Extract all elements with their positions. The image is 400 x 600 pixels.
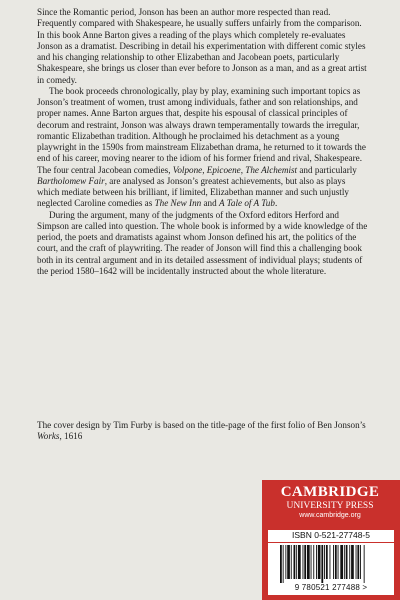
blurb-paragraph-1 (37, 7, 369, 86)
isbn-label: ISBN 0-521-27748-5 (268, 530, 394, 542)
blurb-paragraph-2-text-b: , are analysed as Jonson’s greatest achievements, but also as plays which mediate between his brilliant, if limited, Elizabethan manner and such unjustly neglected Caroline comedies as (37, 175, 349, 209)
title-bartholomew-fair: Bartholomew Fair (37, 175, 105, 186)
publisher-name: CAMBRIDGE (280, 484, 380, 500)
separator-4: and (201, 198, 219, 209)
barcode-bars (268, 543, 394, 583)
separator-2: , (240, 164, 246, 175)
blurb-paragraph-3-text: During the argument, many of the judgments of the Oxford editors Herford and Simpson are called into question. The whole book is informed by a wide knowledge of the period, the poets and dramatists against whom Jonson defined his art, the politics of the court, and the craft of playwriting. The reader of Jonson will find this a challenging book both in its central argument and in its detailed assessment of individual plays; students of the period 1580–1642 will be incidentally instructed about the whole literature. (37, 209, 368, 276)
barcode-digits: 9 780521 277488 > (294, 583, 368, 592)
blurb-paragraph-2-text-c: . (274, 198, 278, 209)
blurb-paragraph-2 (37, 86, 369, 210)
cover-note-text-b: , 1616 (59, 431, 83, 442)
title-new-inn: The New Inn (154, 198, 202, 209)
blurb-paragraph-3 (37, 210, 369, 278)
title-epicoene: Epicoene (206, 164, 241, 175)
title-alchemist: The Alchemist (245, 164, 298, 175)
title-tale-of-a-tub: A Tale of A Tub (218, 198, 275, 209)
blurb-paragraph-1-text: Since the Romantic period, Jonson has been an author more respected than read. Frequently compared with Shakespeare, he usually suffers unfairly from the comparison. In this book Anne Barton gives a reading of the plays which completely re-evaluates Jonson as a dramatist. Describing in detail his experimentation with different comic styles and his changing relationship to other Elizabethan and Jacobean poets, particularly Shakespeare, she brings us closer than ever before to Jonson as a man, and as a great artist in comedy. (37, 7, 367, 85)
publisher-url: www.cambridge.org (299, 512, 361, 519)
cover-design-note (37, 420, 367, 443)
separator-1: , (202, 164, 207, 175)
title-volpone: Volpone (172, 164, 203, 175)
blurb-paragraph-2-text-a: The book proceeds chronologically, play by play, examining such important topics as Jonson’s treatment of women, trust among individuals, father and son relationships, and proper names. Anne Barton argues that, despite his espousal of classical principles of decorum and restraint, Jonson was always drawn temperamentally towards the irregular, romantic Elizabethan tradition. Although he proclaimed his detachment as a young playwright in the 1590s from mainstream Elizabethan drama, he returned to it towards the end of his career, moving nearer to the idiom of his former friend and rival, Shakespeare. The four central Jacobean comedies, (37, 85, 366, 175)
cover-note-text-a: The cover design by Tim Furby is based on the title-page of the first folio of Ben Jonson’s (37, 420, 366, 430)
works-title: Works (37, 431, 60, 442)
publisher-subtitle: UNIVERSITY PRESS (286, 501, 374, 511)
barcode (268, 543, 394, 595)
blurb (37, 7, 369, 277)
separator-3: and particularly (297, 164, 357, 175)
